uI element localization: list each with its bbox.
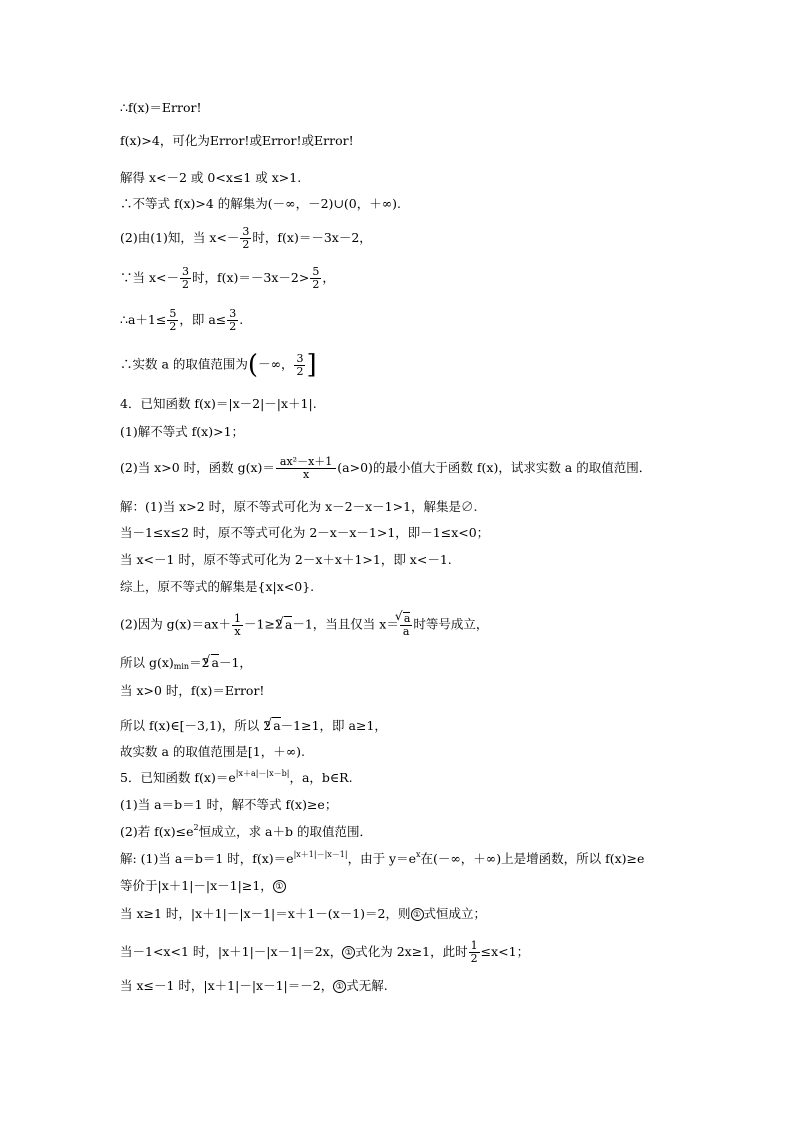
fraction: $\frac{3}{2}$ xyxy=(242,225,250,251)
fraction: $\frac{5}{2}$ xyxy=(169,307,177,333)
text-line: ∴不等式 f(x)>4 的解集为(－∞，－2)∪(0，＋∞). xyxy=(120,196,401,211)
circled-one: ① xyxy=(273,880,286,893)
left-paren: ( xyxy=(247,350,259,380)
text-line: 综上，原不等式的解集是{x|x<0}. xyxy=(120,579,315,594)
text-line: (2)因为 g(x)＝ax＋ $\frac{1}{x}$ －1≥2√ a－1，当且仅当 x＝ √ $\frac{a}{a}$ 时等号成立， xyxy=(120,612,488,638)
text-line: ∵当 x<－ $\frac{3}{2}$ 时，f(x)＝－3x－2> $\frac{5}{2}$ ， xyxy=(120,265,335,291)
text-line: 解: (1)当 a＝b＝1 时，$f(x)=e^{|x+1|-|x-1|}$，由于 $y=e^x$在(－∞，＋∞)上是增函数，所以 f(x)≥e xyxy=(120,850,645,866)
text-line: 当 x<－1 时，原不等式可化为 2－x＋x＋1>1，即 x<－1. xyxy=(120,552,452,567)
text-line: (2)若 $f(x)\le e^2$恒成立，求 a＋b 的取值范围． xyxy=(120,823,372,839)
text-line: 故实数 a 的取值范围是[1，＋∞). xyxy=(120,744,305,759)
fraction: √ $\frac{a}{a}$ xyxy=(400,612,413,638)
text-line: ∴f(x)＝Error! xyxy=(120,100,202,115)
fraction: $\frac{5}{2}$ xyxy=(312,265,320,291)
text-line: (2)由(1)知，当 x<－ $\frac{3}{2}$ 时，f(x)＝－3x－2， xyxy=(120,225,372,251)
sqrt: √ a xyxy=(211,654,219,671)
text-line: 解：(1)当 x>2 时，原不等式可化为 x－2－x－1>1，解集是∅. xyxy=(120,499,478,514)
text-line: 当 x≤－1 时，|x＋1|－|x－1|＝－2， ① 式无解. xyxy=(120,978,388,993)
sqrt: √ a xyxy=(284,616,292,633)
text-line: 4．已知函数 f(x)＝|x－2|－|x＋1|. xyxy=(120,396,317,411)
text-line: (1)当 a＝b＝1 时，解不等式 f(x)≥e； xyxy=(120,797,338,812)
text-line: ∴a＋1≤ $\frac{5}{2}$ ，即 a≤ $\frac{3}{2}$ . xyxy=(120,307,244,333)
text-line: 当－1≤x≤2 时，原不等式可化为 2－x－x－1>1，即－1≤x<0； xyxy=(120,525,490,540)
text-line: 5．已知函数 $f(x)=e^{|x+a|-|x-b|}$，a，b∈R. xyxy=(120,769,353,785)
fraction: $\frac{3}{2}$ xyxy=(229,307,237,333)
text-line: (2)当 x>0 时，函数 g(x)＝ $\frac{\text{ax²－x＋1}}{x}$ (a>0)的最小值大于函数 f(x)，试求实数 a 的取值范围． xyxy=(120,455,652,481)
fraction: $\frac{1}{2}$ xyxy=(470,939,478,965)
text-line: 当 x≥1 时，|x＋1|－|x－1|＝x＋1－(x－1)＝2，则 ① 式恒成立； xyxy=(120,906,487,921)
right-bracket: ] xyxy=(306,350,317,380)
text-line: f(x)>4，可化为Error!或Error!或Error! xyxy=(120,133,354,148)
text-line: 当 x>0 时，f(x)＝Error! xyxy=(120,683,265,698)
fraction: $\frac{3}{2}$ xyxy=(296,351,304,378)
text-line: 当－1<x<1 时，|x＋1|－|x－1|＝2x， ① 式化为 2x≥1，此时 $\frac{1}{2}$ ≤x<1； xyxy=(120,939,530,965)
fraction: $\frac{\text{ax²－x＋1}}{x}$ xyxy=(276,456,336,481)
text-line: (1)解不等式 f(x)>1； xyxy=(120,424,245,439)
circled-one: ① xyxy=(342,946,355,959)
circled-one: ① xyxy=(411,908,424,921)
sqrt: √ a xyxy=(272,717,280,734)
text-line: 所以 $g(x)_{min}=2√$ a－1， xyxy=(120,654,252,671)
text-line: 等价于|x＋1|－|x－1|≥1， ① xyxy=(120,878,286,894)
text-line: ∴实数 a 的取值范围为(－∞， $\frac{3}{2}$ ] xyxy=(120,350,317,380)
circled-one: ① xyxy=(333,980,346,993)
text-line: 解得 x<－2 或 0<x≤1 或 x>1. xyxy=(120,170,302,185)
text-line: 所以 f(x)∈[－3,1)，所以 2√ a－1≥1，即 a≥1， xyxy=(120,717,387,734)
fraction: $\frac{1}{x}$ xyxy=(234,611,241,638)
fraction: $\frac{3}{2}$ xyxy=(182,265,189,291)
